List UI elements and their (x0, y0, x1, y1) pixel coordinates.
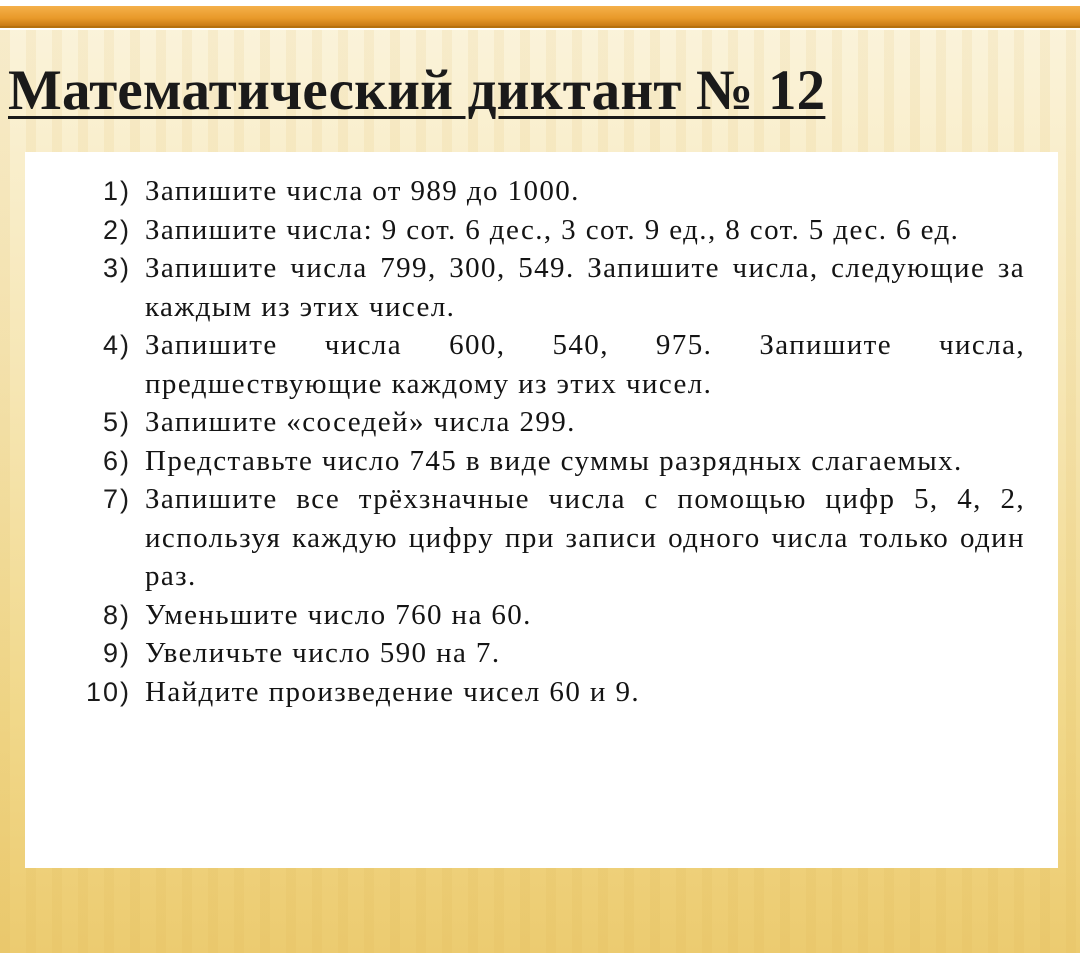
item-number: 10) (85, 676, 131, 707)
item-text: Запишите все трёхзначные числа с помощью цифр 5, 4, 2, используя каждую цифру при записи одного числа только один раз. (145, 483, 1025, 592)
list-item (65, 673, 1025, 712)
item-text: Запишите числа от 989 до 1000. (145, 175, 580, 207)
item-text: Уменьшите число 760 на 60. (145, 598, 532, 631)
item-number: 5) (102, 407, 131, 437)
item-number: 3) (102, 253, 131, 283)
item-text: Запишите «соседей» числа 299. (145, 406, 576, 438)
list-item (65, 172, 1025, 211)
item-text: Представьте число 745 в виде суммы разрядных слагаемых. (145, 444, 963, 477)
orange-stripe (0, 6, 1080, 28)
task-list (65, 172, 1025, 711)
content-box (25, 152, 1058, 868)
item-number: 1) (102, 176, 131, 206)
item-number: 2) (102, 214, 131, 245)
top-border (0, 0, 1080, 30)
item-text: Запишите числа 600, 540, 975. Запишите числа, предшествующие каждому из этих чисел. (145, 329, 1025, 400)
list-item (65, 403, 1025, 442)
item-text: Увеличьте число 590 на 7. (145, 637, 501, 669)
item-number: 4) (102, 330, 131, 360)
item-number: 6) (102, 445, 131, 476)
list-item (65, 480, 1025, 596)
item-text: Запишите числа: 9 сот. 6 дес., 3 сот. 9 ед., 8 сот. 5 дес. 6 ед. (145, 213, 960, 246)
item-number: 8) (102, 599, 131, 630)
list-item (65, 634, 1025, 673)
list-item (65, 211, 1025, 250)
item-text: Запишите числа 799, 300, 549. Запишите числа, следующие за каждым из этих чисел. (145, 252, 1025, 323)
list-item (65, 442, 1025, 481)
list-item (65, 249, 1025, 326)
list-item (65, 326, 1025, 403)
item-number: 9) (102, 638, 131, 668)
item-text: Найдите произведение чисел 60 и 9. (145, 675, 640, 708)
item-number: 7) (102, 484, 131, 514)
list-item (65, 596, 1025, 635)
page-title: Математический диктант № 12 (8, 59, 826, 122)
